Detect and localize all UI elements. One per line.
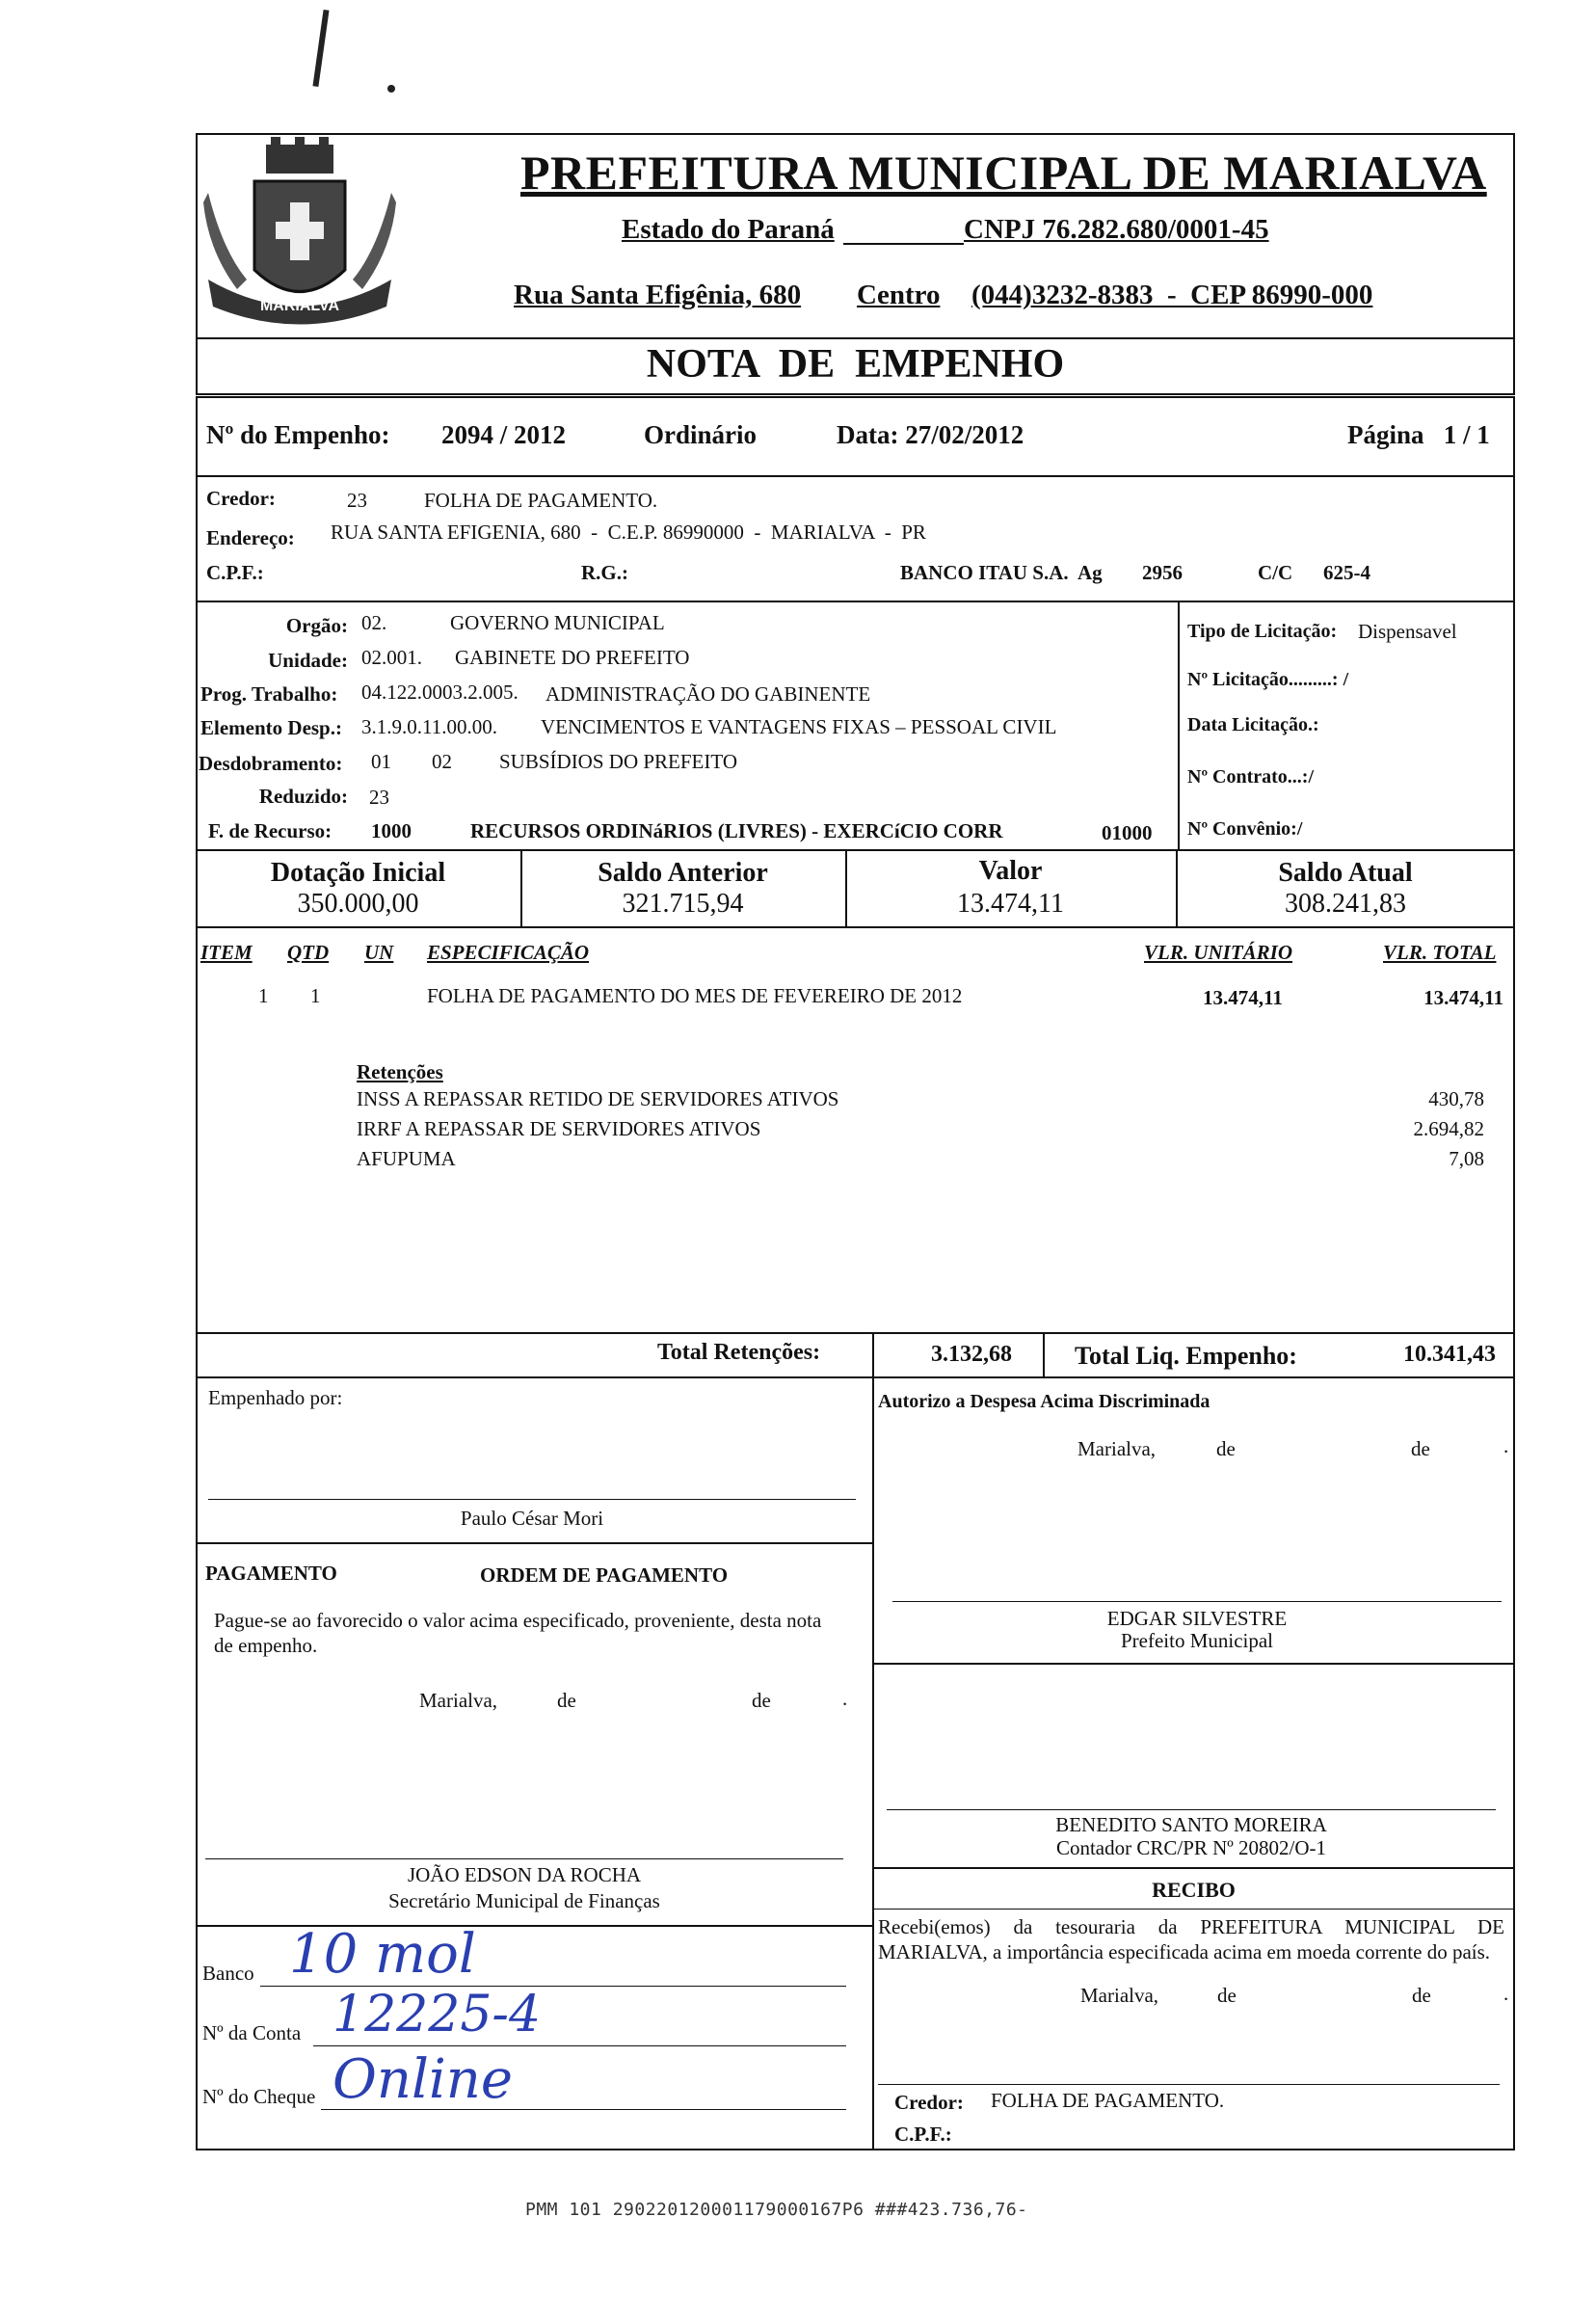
- col-total-value: VLR. TOTAL: [1383, 941, 1497, 964]
- retencoes-title: Retenções: [357, 1060, 443, 1083]
- signature-line: [208, 1499, 856, 1500]
- row-total-value: 13.474,11: [1423, 986, 1503, 1009]
- credor-name: FOLHA DE PAGAMENTO.: [424, 489, 658, 512]
- total-liquido-value: 10.341,43: [1403, 1342, 1496, 1367]
- bank-agency: 2956: [1142, 561, 1183, 584]
- date-de: de: [557, 1689, 576, 1712]
- org-title: PREFEITURA MUNICIPAL DE MARIALVA: [520, 146, 1487, 200]
- cc-number: 625-4: [1323, 561, 1370, 584]
- empenho-type: Ordinário: [644, 420, 758, 449]
- place-date: Marialva,: [1077, 1437, 1157, 1460]
- org-street: Rua Santa Efigênia, 680: [514, 280, 802, 310]
- orgao-label: Orgão:: [285, 614, 348, 637]
- retencao-value: 7,08: [1449, 1147, 1484, 1170]
- prefeito-role: Prefeito Municipal: [1120, 1629, 1274, 1652]
- balance-label-valor: Valor: [978, 856, 1043, 886]
- seal-text: MARIALVA: [259, 298, 340, 314]
- empenho-label: Nº do Empenho:: [206, 420, 390, 449]
- date-de: de: [1411, 1437, 1430, 1460]
- place-date: Marialva,: [419, 1689, 498, 1712]
- desdobramento-a: 01: [371, 750, 391, 773]
- balance-value-valor: 13.474,11: [957, 889, 1064, 919]
- orgao-code: 02.: [361, 611, 387, 634]
- elemento-name: VENCIMENTOS E VANTAGENS FIXAS – PESSOAL CIVIL: [541, 715, 1057, 738]
- col-un: UN: [364, 941, 394, 964]
- unidade-code: 02.001.: [361, 646, 422, 669]
- prefeito-name: EDGAR SILVESTRE: [1106, 1607, 1288, 1630]
- signature-line: [878, 2084, 1500, 2085]
- retencao-value: 430,78: [1428, 1087, 1484, 1110]
- date-de: de: [1216, 1437, 1236, 1460]
- retencao-label: INSS A REPASSAR RETIDO DE SERVIDORES ATIVOS: [357, 1087, 839, 1110]
- reduzido-label: Reduzido:: [258, 785, 348, 808]
- desdobramento-label: Desdobramento:: [199, 752, 343, 775]
- prog-name: ADMINISTRAÇÃO DO GABINENTE: [545, 682, 871, 706]
- licitacao-contrato: Nº Contrato...:/: [1187, 766, 1315, 788]
- balance-value-atual: 308.241,83: [1285, 889, 1406, 919]
- retencao-value: 2.694,82: [1413, 1117, 1484, 1140]
- date-dot: .: [1503, 1434, 1509, 1457]
- row-item: 1: [258, 984, 269, 1007]
- place-date: Marialva,: [1080, 1984, 1159, 2007]
- licitacao-tipo: Dispensavel: [1358, 620, 1457, 643]
- prog-code: 04.122.0003.2.005.: [361, 681, 519, 704]
- recibo-text: Recebi(emos) da tesouraria da PREFEITURA MUNICIPAL DE MARIALVA, a importância especificada acima em moeda corrente do país.: [878, 1915, 1504, 1963]
- recurso-name: RECURSOS ORDINáRIOS (LIVRES) - EXERCíCIO CORR: [470, 819, 1003, 842]
- signature-line: [205, 1858, 843, 1859]
- retencao-label: AFUPUMA: [357, 1147, 456, 1170]
- credor-code: 23: [347, 489, 367, 512]
- orgao-name: GOVERNO MUNICIPAL: [450, 611, 665, 634]
- autorizo-text: Autorizo a Despesa Acima Discriminada: [878, 1391, 1210, 1412]
- credor-label: Credor:: [206, 487, 276, 510]
- signature-line: [887, 1809, 1496, 1810]
- empenho-date: Data: 27/02/2012: [837, 420, 1024, 449]
- reduzido-value: 23: [369, 786, 389, 809]
- empenho-page: Página 1 / 1: [1347, 420, 1490, 449]
- org-district: Centro: [857, 280, 941, 310]
- header-rule: [843, 243, 964, 245]
- recibo-credor-value: FOLHA DE PAGAMENTO.: [991, 2089, 1225, 2112]
- date-de: de: [752, 1689, 771, 1712]
- recibo-credor-label: Credor:: [894, 2091, 964, 2114]
- unidade-label: Unidade:: [268, 649, 348, 672]
- recurso-label: F. de Recurso:: [208, 819, 332, 842]
- org-phone-cep: (044)3232-8383 - CEP 86990-000: [971, 280, 1373, 310]
- secretario-role: Secretário Municipal de Finanças: [388, 1889, 660, 1912]
- licitacao-tipo-label: Tipo de Licitação:: [1187, 621, 1338, 642]
- scan-mark: [312, 10, 329, 87]
- document-title: NOTA DE EMPENHO: [646, 342, 1065, 387]
- retencao-label: IRRF A REPASSAR DE SERVIDORES ATIVOS: [357, 1117, 761, 1140]
- col-unit-value: VLR. UNITÁRIO: [1144, 941, 1293, 964]
- licitacao-data: Data Licitação.:: [1187, 714, 1319, 735]
- date-dot: .: [842, 1687, 848, 1710]
- col-qtd: QTD: [287, 941, 330, 964]
- org-cnpj: CNPJ 76.282.680/0001-45: [964, 214, 1269, 245]
- total-retencoes-label: Total Retenções:: [657, 1340, 821, 1365]
- empenhado-label: Empenhado por:: [208, 1386, 343, 1409]
- municipal-seal: [199, 135, 401, 333]
- balance-label-anterior: Saldo Anterior: [598, 858, 768, 888]
- scan-mark: [387, 85, 395, 93]
- licitacao-numero: Nº Licitação.........: /: [1187, 669, 1349, 690]
- col-spec: ESPECIFICAÇÃO: [427, 941, 590, 964]
- total-liquido-label: Total Liq. Empenho:: [1075, 1342, 1297, 1370]
- cheque-handwriting: Online: [332, 2048, 514, 2111]
- ordem-label: ORDEM DE PAGAMENTO: [480, 1563, 729, 1587]
- recurso-extra: 01000: [1102, 821, 1153, 844]
- date-de: de: [1412, 1984, 1431, 2007]
- org-state: Estado do Paraná: [622, 214, 835, 245]
- date-de: de: [1217, 1984, 1237, 2007]
- recibo-cpf-label: C.P.F.:: [894, 2123, 952, 2146]
- banco-label: Banco: [202, 1962, 254, 1985]
- conta-label: Nº da Conta: [202, 2021, 302, 2044]
- desdobramento-b: 02: [432, 750, 452, 773]
- balance-value-dotacao: 350.000,00: [297, 889, 419, 919]
- row-unit-value: 13.474,11: [1203, 986, 1283, 1009]
- rg-label: R.G.:: [581, 561, 628, 584]
- bank-name: BANCO ITAU S.A. Ag: [900, 561, 1103, 584]
- banco-handwriting: 10 mol: [289, 1923, 476, 1986]
- empenhado-name: Paulo César Mori: [460, 1507, 604, 1530]
- row-qtd: 1: [310, 984, 321, 1007]
- cheque-label: Nº do Cheque: [202, 2085, 316, 2108]
- contador-name: BENEDITO SANTO MOREIRA: [1055, 1813, 1327, 1836]
- elemento-code: 3.1.9.0.11.00.00.: [361, 715, 497, 738]
- row-spec: FOLHA DE PAGAMENTO DO MES DE FEVEREIRO DE 2012: [427, 984, 963, 1007]
- recurso-code: 1000: [371, 819, 412, 842]
- col-item: ITEM: [200, 941, 253, 964]
- footer-code: PMM 101 290220120001179000167P6 ###423.736,76-: [525, 2200, 1028, 2220]
- credor-address: RUA SANTA EFIGENIA, 680 - C.E.P. 86990000 - MARIALVA - PR: [331, 521, 926, 544]
- pagamento-text: Pague-se ao favorecido o valor acima especificado, proveniente, desta nota de empenho.: [214, 1609, 822, 1657]
- signature-line: [892, 1601, 1502, 1602]
- contador-role: Contador CRC/PR Nº 20802/O-1: [1055, 1836, 1327, 1859]
- recibo-title: RECIBO: [1152, 1878, 1236, 1902]
- secretario-name: JOÃO EDSON DA ROCHA: [407, 1863, 642, 1886]
- pagamento-label: PAGAMENTO: [205, 1562, 337, 1585]
- empenho-number: 2094 / 2012: [441, 420, 567, 449]
- licitacao-convenio: Nº Convênio:/: [1187, 818, 1303, 840]
- balance-label-atual: Saldo Atual: [1278, 858, 1413, 888]
- elemento-label: Elemento Desp.:: [200, 716, 342, 739]
- prog-label: Prog. Trabalho:: [200, 682, 338, 706]
- unidade-name: GABINETE DO PREFEITO: [455, 646, 690, 669]
- conta-handwriting: 12225-4: [332, 1986, 542, 2043]
- date-dot: .: [1503, 1982, 1509, 2005]
- desdobramento-name: SUBSÍDIOS DO PREFEITO: [499, 750, 737, 773]
- total-retencoes-value: 3.132,68: [931, 1342, 1012, 1367]
- address-label: Endereço:: [206, 526, 295, 549]
- cc-label: C/C: [1258, 561, 1293, 584]
- cpf-label: C.P.F.:: [206, 561, 264, 584]
- balance-value-anterior: 321.715,94: [622, 889, 744, 919]
- balance-label-dotacao: Dotação Inicial: [270, 858, 446, 888]
